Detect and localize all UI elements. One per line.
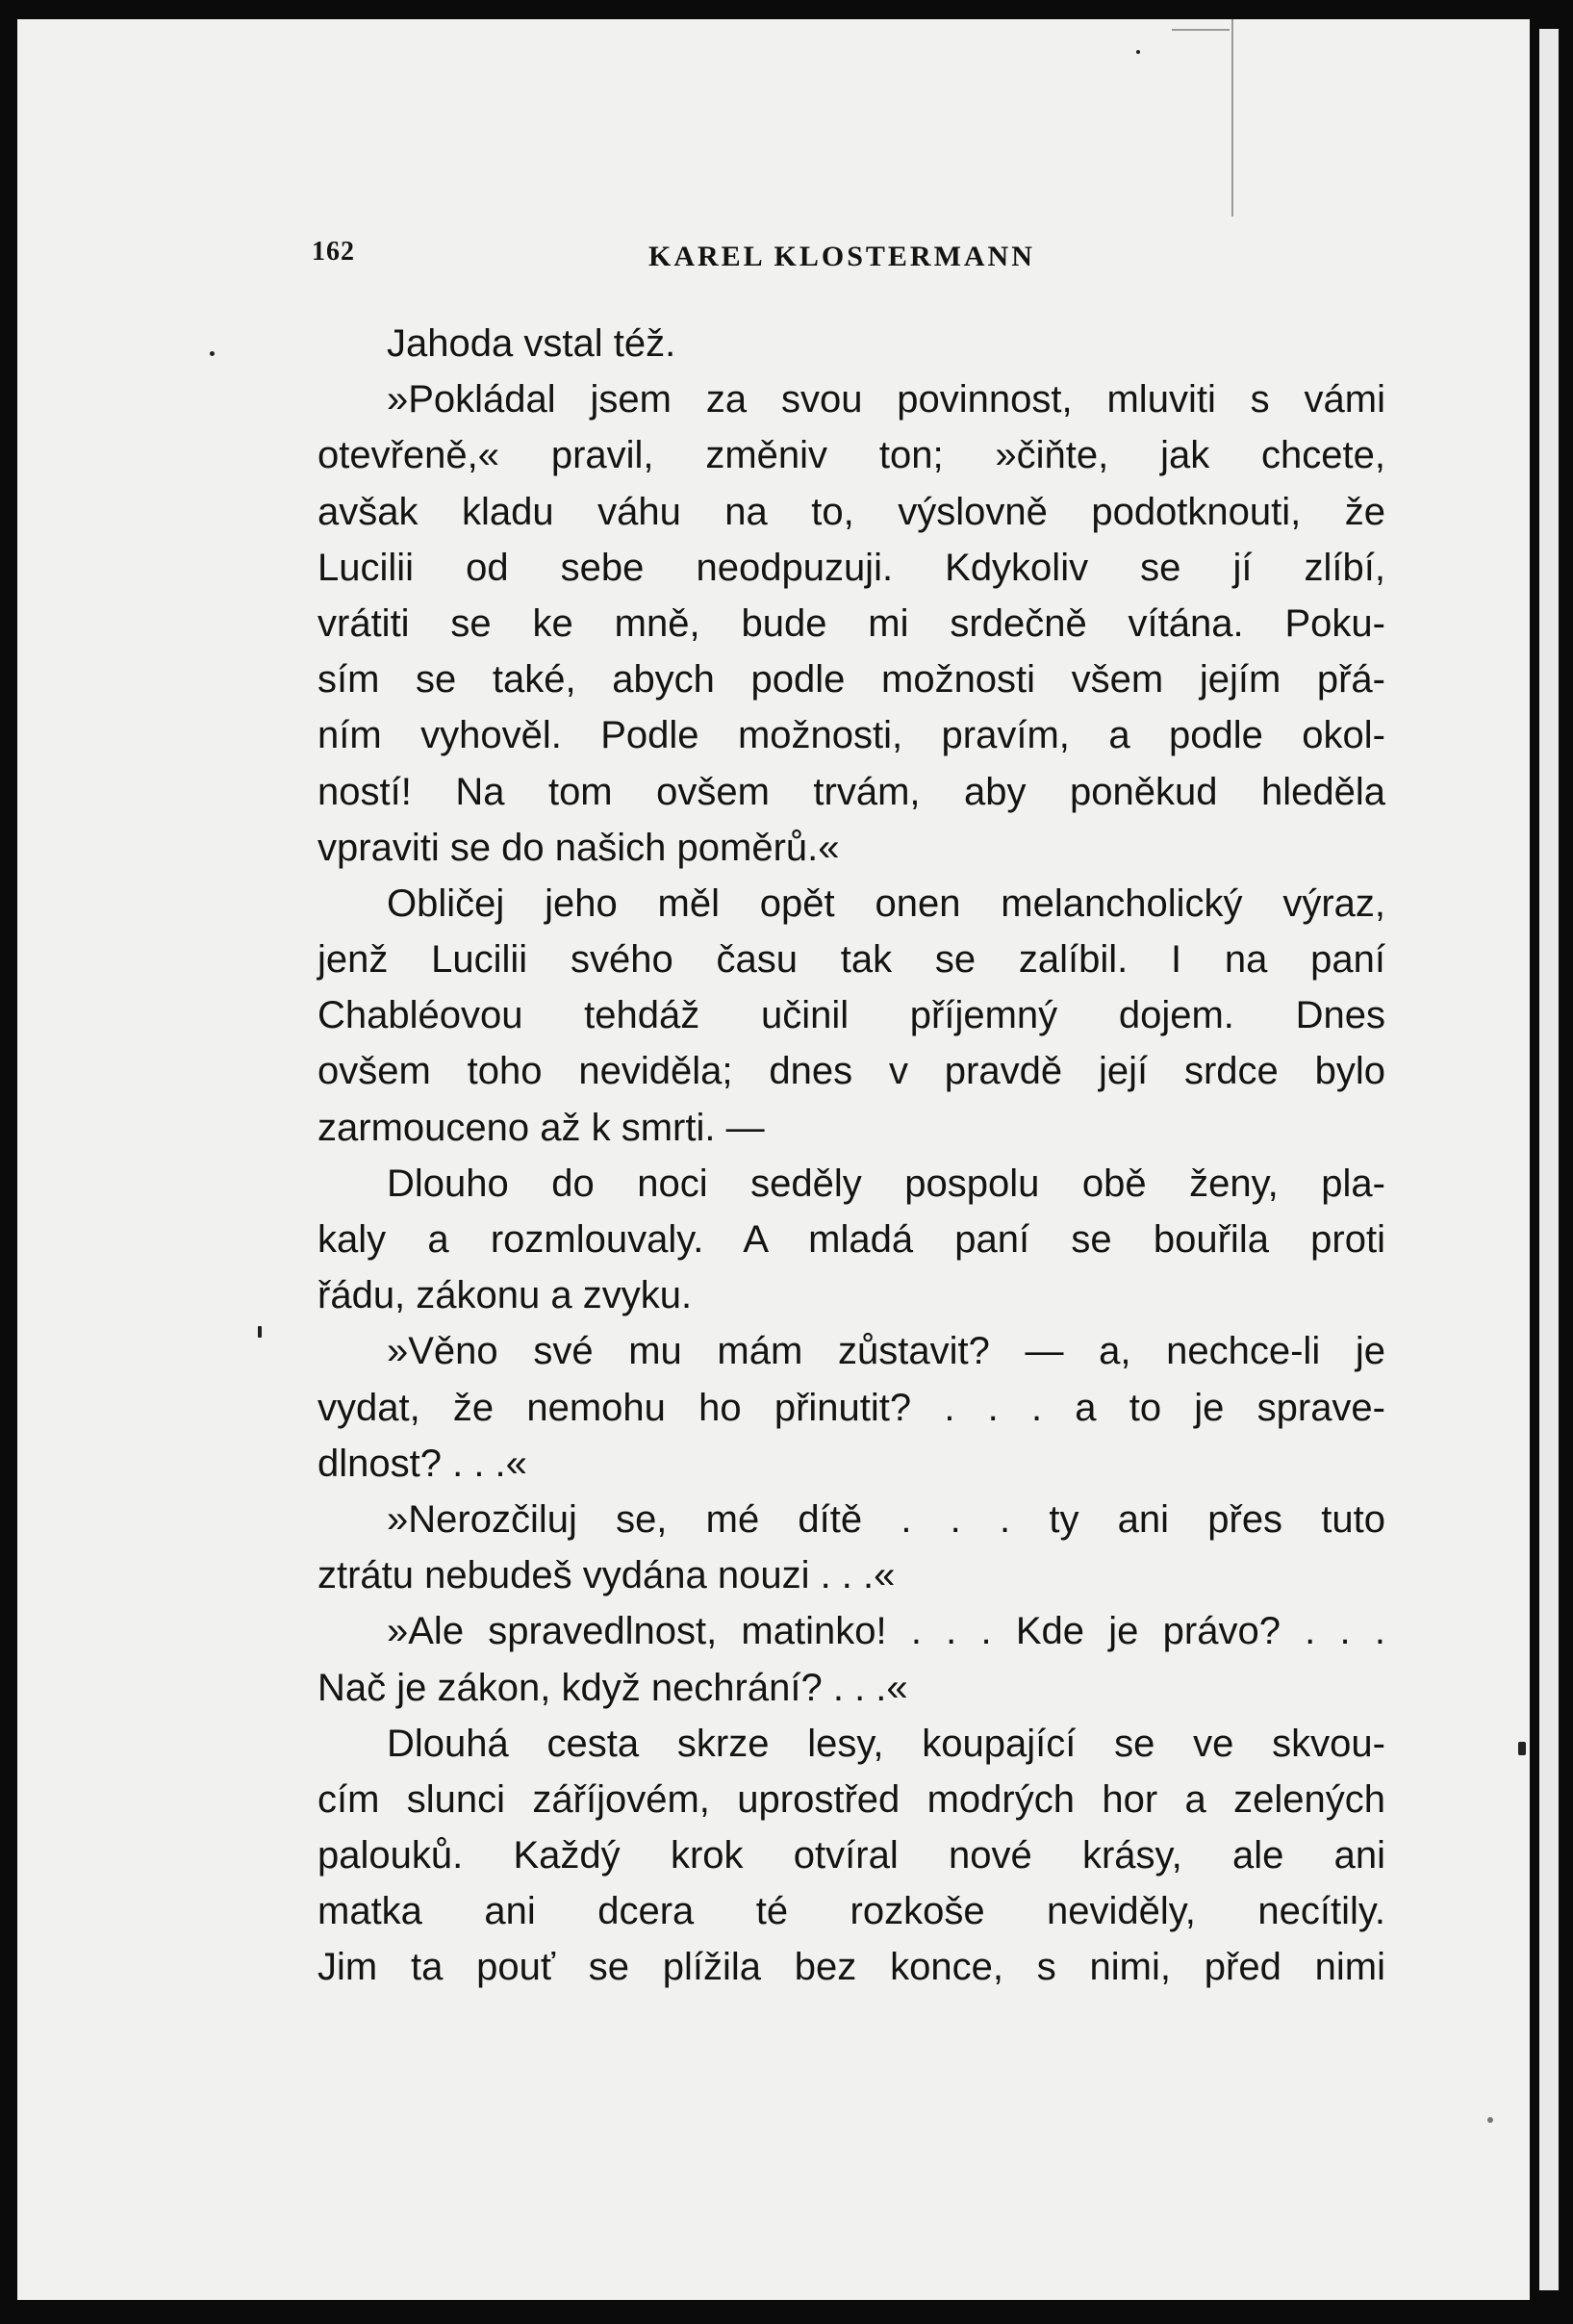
scan-speck (258, 1326, 262, 1338)
text-line: dlnost? . . .« (317, 1442, 527, 1485)
scan-speck (1487, 2117, 1493, 2123)
text-line: ovšem toho neviděla; dnes v pravdě její srdce bylo (317, 1050, 1385, 1093)
text-line: otevřeně,« pravil, změniv ton; »čiňte, jak chcete, (317, 434, 1385, 477)
page-number: 162 (312, 237, 355, 267)
text-line: cím slunci záříjovém, uprostřed modrých hor a zelených (317, 1777, 1385, 1821)
scan-scratch-line (1172, 29, 1230, 31)
text-line: Obličej jeho měl opět onen melancholický výraz, (387, 881, 1385, 925)
text-line: vydat, že nemohu ho přinutit? . . . a to je sprave- (317, 1386, 1385, 1429)
text-line: Nač je zákon, když nechrání? . . .« (317, 1666, 908, 1709)
scan-speck (210, 351, 215, 356)
text-line: matka ani dcera té rozkoše neviděly, necítily. (317, 1890, 1385, 1933)
running-head (17, 237, 1530, 275)
body-text (317, 316, 1385, 1996)
text-line: řádu, zákonu a zvyku. (317, 1274, 693, 1317)
text-line: vrátiti se ke mně, bude mi srdečně vítána. Poku- (317, 601, 1385, 645)
text-line: Chabléovou tehdáž učinil příjemný dojem. Dnes (317, 994, 1385, 1037)
text-line: ztrátu nebudeš vydána nouzi . . .« (317, 1554, 896, 1597)
page-edge-strip (1539, 29, 1559, 2290)
text-line: ním vyhověl. Podle možnosti, pravím, a podle okol- (317, 714, 1385, 757)
text-line: Dlouho do noci seděly pospolu obě ženy, pla- (387, 1162, 1385, 1205)
text-line: zarmouceno až k smrti. — (317, 1106, 765, 1149)
text-line: »Nerozčiluj se, mé dítě . . . ty ani přes tuto (387, 1497, 1385, 1541)
text-line: jenž Lucilii svého času tak se zalíbil. I na paní (317, 938, 1385, 982)
text-line: avšak kladu váhu na to, výslovně podotknouti, že (317, 490, 1385, 533)
scan-scratch-line (1231, 19, 1233, 217)
paper-sheet (17, 19, 1530, 2300)
text-line: Lucilii od sebe neodpuzuji. Kdykoliv se jí zlíbí, (317, 546, 1385, 589)
running-title: KAREL KLOSTERMANN (648, 241, 1035, 272)
text-line: Dlouhá cesta skrze lesy, koupající se ve skvou- (387, 1722, 1385, 1765)
text-line: Jahoda vstal též. (387, 322, 676, 365)
text-line: ností! Na tom ovšem trvám, aby poněkud hleděla (317, 770, 1385, 813)
text-line: palouků. Každý krok otvíral nové krásy, ale ani (317, 1834, 1385, 1877)
scan-speck (1518, 1742, 1526, 1755)
text-line: sím se také, abych podle možnosti všem jejím přá- (317, 658, 1385, 702)
text-line: »Pokládal jsem za svou povinnost, mluviti s vámi (387, 378, 1385, 421)
text-line: vpraviti se do našich poměrů.« (317, 826, 840, 869)
text-line: »Ale spravedlnost, matinko! . . . Kde je právo? . . . (387, 1610, 1385, 1653)
text-line: »Věno své mu mám zůstavit? — a, nechce-li je (387, 1330, 1385, 1373)
text-line: kaly a rozmlouvaly. A mladá paní se bouřila proti (317, 1218, 1385, 1261)
scan-speck (1136, 50, 1140, 54)
text-line: Jim ta pouť se plížila bez konce, s nimi, před nimi (317, 1946, 1385, 1989)
